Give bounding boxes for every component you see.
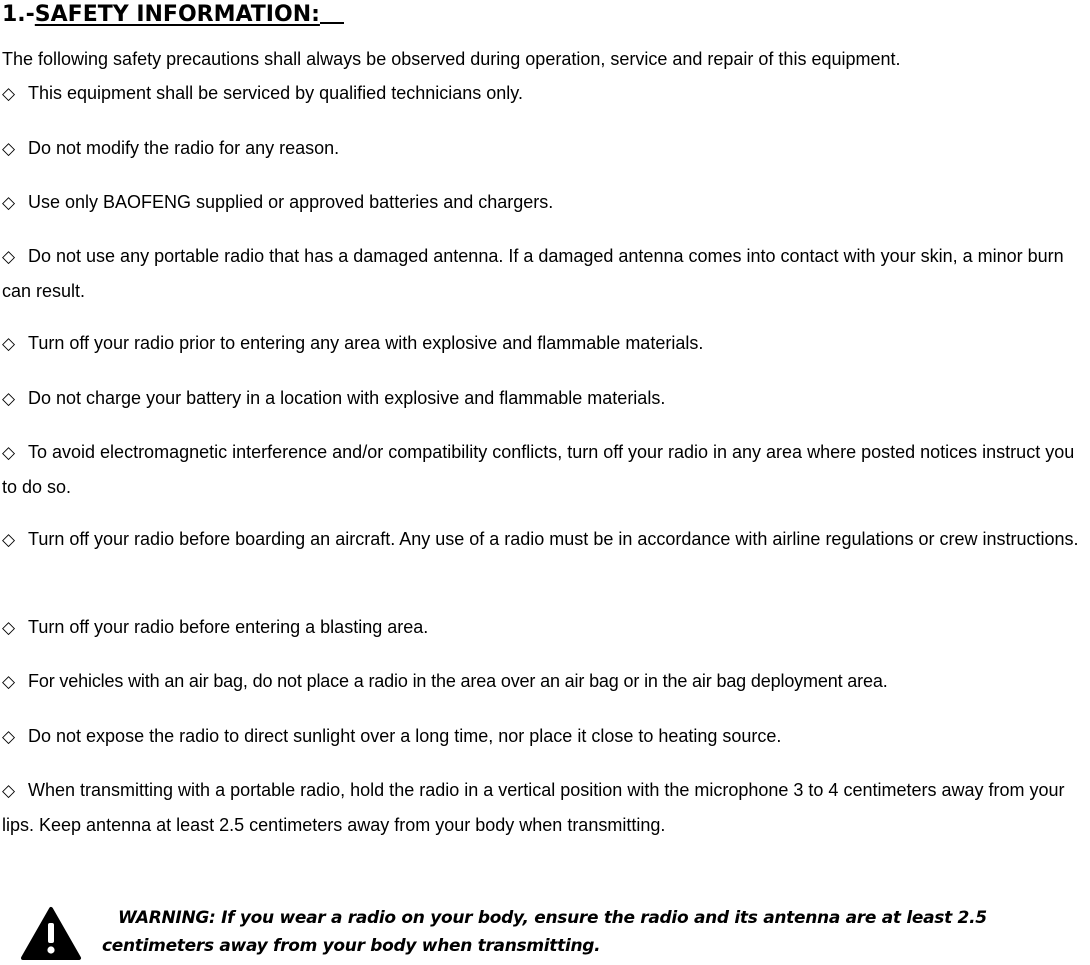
safety-item: [2, 522, 1086, 557]
intro-paragraph: The following safety precautions shall always be observed during operation, service and repair of this equipment.: [2, 49, 901, 69]
safety-item-text: This equipment shall be serviced by qualified technicians only.: [28, 83, 523, 103]
diamond-bullet-icon: ◇: [2, 530, 16, 550]
safety-item: [2, 719, 1086, 754]
diamond-bullet-icon: ◇: [2, 84, 16, 104]
diamond-bullet-icon: ◇: [2, 247, 16, 267]
section-number: 1.-: [2, 2, 35, 27]
safety-item: [2, 76, 1086, 111]
safety-item: [2, 610, 1086, 645]
safety-item-text: Turn off your radio before entering a blasting area.: [28, 617, 429, 637]
safety-item: [2, 773, 1086, 842]
safety-item-text: Do not modify the radio for any reason.: [28, 138, 340, 158]
safety-item: [2, 131, 1086, 166]
safety-item-text: Do not expose the radio to direct sunlight over a long time, nor place it close to heating source.: [28, 726, 782, 746]
diamond-bullet-icon: ◇: [2, 389, 16, 409]
diamond-bullet-icon: ◇: [2, 727, 16, 747]
diamond-bullet-icon: ◇: [2, 139, 16, 159]
section-heading: [2, 0, 344, 30]
safety-item: [2, 239, 1086, 308]
diamond-bullet-icon: ◇: [2, 334, 16, 354]
safety-item: [2, 326, 1086, 361]
safety-item-text: Turn off your radio before boarding an aircraft. Any use of a radio must be in accordance with airline regulations or crew instructions.: [28, 529, 1079, 549]
diamond-bullet-icon: ◇: [2, 781, 16, 801]
safety-item-text: Use only BAOFENG supplied or approved batteries and chargers.: [28, 192, 554, 212]
warning-triangle-icon: [20, 906, 82, 961]
safety-item-text: For vehicles with an air bag, do not place a radio in the area over an air bag or in the air bag deployment area.: [28, 671, 888, 691]
safety-item-text: When transmitting with a portable radio, hold the radio in a vertical position with the microphone 3 to 4 centimeters away from your lips. Keep antenna at least 2.5 centimeters away from your body when transmitting.: [2, 780, 1065, 835]
safety-item-text: Turn off your radio prior to entering any area with explosive and flammable materials.: [28, 333, 704, 353]
safety-item: [2, 381, 1086, 416]
safety-item-text: To avoid electromagnetic interference and/or compatibility conflicts, turn off your radio in any area where posted notices instruct you to do so.: [2, 442, 1075, 497]
safety-item: [2, 664, 1086, 699]
diamond-bullet-icon: ◇: [2, 443, 16, 463]
warning-box: [20, 900, 1090, 965]
diamond-bullet-icon: ◇: [2, 672, 16, 692]
warning-text-content: WARNING: If you wear a radio on your body, ensure the radio and its antenna are at least 2.5 centimeters away from your body when transmitting.: [102, 908, 987, 956]
diamond-bullet-icon: ◇: [2, 193, 16, 213]
safety-item: [2, 185, 1086, 220]
safety-item: [2, 435, 1086, 504]
diamond-bullet-icon: ◇: [2, 618, 16, 638]
section-title: SAFETY INFORMATION:: [34, 2, 320, 27]
safety-item-text: Do not charge your battery in a location with explosive and flammable materials.: [28, 388, 666, 408]
warning-text: [102, 904, 1090, 960]
safety-item-text: Do not use any portable radio that has a damaged antenna. If a damaged antenna comes into contact with your skin, a minor burn can result.: [2, 246, 1064, 301]
